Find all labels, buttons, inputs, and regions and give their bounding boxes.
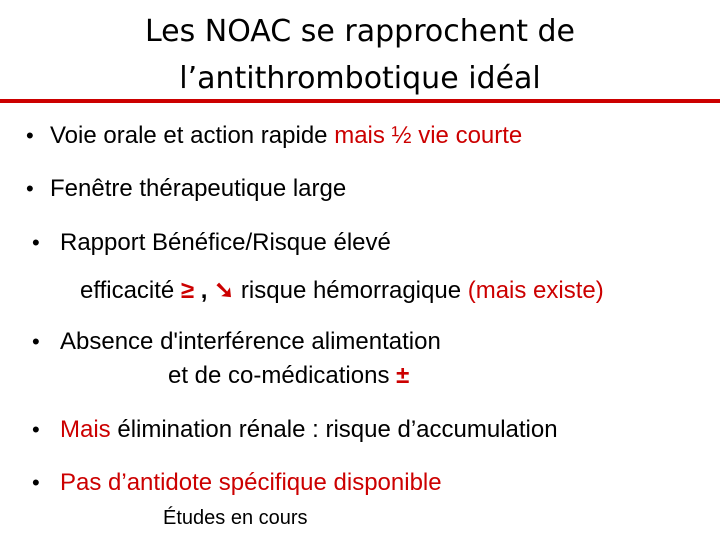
list-item-benefit bbox=[60, 228, 391, 258]
item-text: Rapport Bénéfice/Risque élevé bbox=[60, 229, 391, 256]
item-text: élimination rénale : risque d’accumulation bbox=[110, 416, 558, 443]
title-line-1: Les NOAC se rapprochent de bbox=[144, 14, 576, 49]
bullet-marker: • bbox=[26, 123, 34, 148]
comed-text: et de co-médications bbox=[168, 362, 397, 389]
item-text: Absence d'interférence alimentation bbox=[60, 328, 441, 355]
item-warning: Pas d’antidote spécifique disponible bbox=[60, 469, 442, 496]
plus-minus-symbol: ± bbox=[396, 362, 410, 389]
arrow-down-right-icon: ➘ bbox=[214, 277, 235, 304]
item-warning: Mais bbox=[60, 416, 111, 443]
greater-equal-symbol: ≥ bbox=[180, 277, 195, 304]
title-line-2: l’antithrombotique idéal bbox=[179, 61, 541, 96]
item-warning: mais ½ vie courte bbox=[334, 122, 523, 149]
bullet-marker: • bbox=[26, 176, 34, 201]
sub-line-efficacy bbox=[80, 276, 604, 306]
item-text: Voie orale et action rapide bbox=[50, 122, 335, 149]
slide-title bbox=[0, 8, 720, 102]
studies-text: Études en cours bbox=[163, 507, 308, 529]
separator-comma: , bbox=[194, 277, 215, 304]
list-item-oral bbox=[50, 121, 522, 151]
list-item-interference bbox=[60, 327, 441, 357]
list-item-antidote bbox=[60, 468, 442, 498]
bullet-marker: • bbox=[32, 230, 40, 255]
exists-note: (mais existe) bbox=[467, 277, 604, 304]
item-text: Fenêtre thérapeutique large bbox=[50, 175, 347, 202]
bullet-marker: • bbox=[32, 417, 40, 442]
bullet-marker: • bbox=[32, 329, 40, 354]
bullet-marker: • bbox=[32, 470, 40, 495]
sub-line-comedications bbox=[168, 361, 409, 391]
list-item-window bbox=[50, 174, 346, 204]
efficacy-text: efficacité bbox=[80, 277, 181, 304]
sub-line-studies bbox=[163, 505, 308, 531]
title-divider bbox=[0, 99, 720, 103]
bleeding-risk-text: risque hémorragique bbox=[234, 277, 468, 304]
list-item-renal bbox=[60, 415, 558, 445]
